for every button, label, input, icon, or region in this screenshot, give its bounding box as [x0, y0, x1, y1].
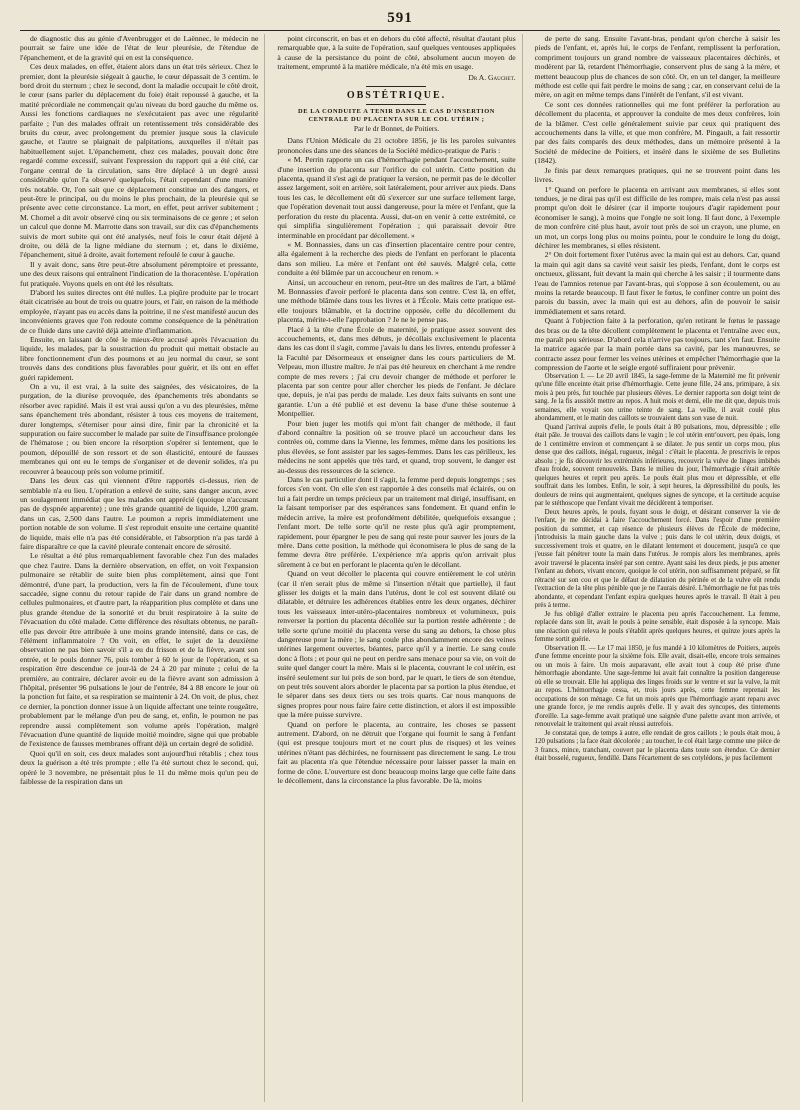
paragraph: Quoi qu'il en soit, ces deux malades sont aujourd'hui rétablis ; chez tous deux la guérison a été très prompte ; elle l'a été surtout chez le second, qui, opéré le 3 novembre, ne présentait plus le 11 du même mois qu'un peu de faiblesse de la respiration dans un	[20, 748, 259, 787]
page-number: 591	[387, 10, 413, 26]
paragraph: Dans l'Union Médicale du 21 octobre 1856, je lis les paroles suivantes prononcées dans une des séances de la Société médico-pratique de Paris :	[277, 136, 516, 155]
author-signature: Dr A. Gauchet.	[468, 72, 516, 82]
paragraph: Quand on perfore le placenta, au contraire, les choses se passent autrement. D'abord, on ne détruit que l'organe qui fournit le sang à l'enfant (qui est presque toujours mort et ne court plus de risques) et les veines utérines n'étant pas déchirées, ne fournissent pas directement le sang. Le trou fait au placenta n'a que l'étendue nécessaire pour laisser passer la main en forme de cône. L'ouverture est donc beaucoup moins large que celle faite dans le décollement, dans la circonstance la plus favorable. De là, moins	[277, 719, 516, 786]
observation-paragraph: Je fus obligé d'aller extraire le placenta peu après l'accouchement. La femme, replacée dans son lit, avait le pouls à peine sensible, était disposée à la syncope. Mais une réaction qui releva le pouls s'établit après quelques heures, et quinze jours après la femme sortit guérie.	[534, 610, 780, 644]
column-3	[535, 34, 780, 1102]
article-byline: Par le dr Bonnet, de Poitiers.	[353, 124, 440, 134]
paragraph: Pour bien juger les motifs qui m'ont fait changer de méthode, il faut d'abord connaître la position où se trouve placé un accoucheur dans les contrées où, comme dans la Vienne, les femmes, même dans les positions les plus élevées, se font assister par les sages-femmes. Dans les cas périlleux, les médecins ne sont appelés que très tard, et quand, trop souvent, le danger est au-dessus des ressources de la science.	[277, 418, 516, 475]
section-rule	[366, 86, 426, 87]
paragraph: de diagnostic dus au génie d'Avenbrugger et de Laënnec, le médecin ne pourrait se faire une idée de l'état de leur pleurésie, de l'étendue de l'épanchement, et de la gravité qui en est la conséquence.	[20, 34, 259, 62]
section-title: OBSTÉTRIQUE.	[346, 89, 447, 101]
paragraph: Quant à l'objection faite à la perforation, qu'en retirant le fœtus le passage des bras ou de la tête décollent complètement le placenta et l'entraîne avec eux, me paraît peu sérieuse. D'abord cela n'arrive pas toujours, tant s'en faut. Ensuite la matrice agacée par la main portée dans sa cavité, par les manœuvres, se contracte assez pour fermer les veines utérines et empêcher l'hémorrhagie que la compression de l'aorte et le seigle ergoté suffiraient pour prévenir.	[534, 316, 780, 373]
paragraph: Le résultat a été plus remarquablement favorable chez l'un des malades que chez l'autre. Dans la dernière observation, en effet, on voit l'expansion pulmonaire se rétablir de suite bien plus complètement, ainsi que l'ont démontré, d'une part, la production, vers la fin de l'écoulement, d'une toux saccadée, signe connu du retour rapide de l'air dans un grand nombre de cellules pulmonaires, et d'autre part, la réapparition plus complète et dans une plus grande étendue de la sonorité et du bruit respiratoire à la suite de l'évacuation du côté malade. Cette différence des résultats obtenus, ne paraît-elle pas devoir être attribuée à une moins grande intensité, dans ce cas, de l'élément inflammatoire ? On voit, en effet, le sujet de la deuxième observation ne pas bien savoir s'il a eu du frisson et de la fièvre, avant son entrée, et le pouls donner 76, puis tomber à 60 le jour de l'opération, et sa respiration être descendue ce jour-là de 24 à 20 par minute ; celui de la première, au contraire, déclarer avoir eu de la fièvre avant son admission à l'hôpital, présenter 96 pulsations le jour de l'entrée, 84 à 88 encore le jour où la ponction fut faite, et sa respiration se maintenir à 24. On voit, de plus, chez ce dernier, la ponction donner issue à un liquide affectant une teinte rougeâtre, probablement par le mélange d'un peu de sang, et, enfin, le poumon ne pas reprendre aussi complètement son volume après l'opération, malgré l'évacuation d'une quantité de liquide moitié moindre, signe qui que probable de l'existence de fausses membranes offrant déjà un certain degré de solidité.	[20, 551, 259, 749]
observation-paragraph: Deux heures après, le pouls, fuyant sous le doigt, et désirant conserver la vie de l'enfant, je me décidai à faire l'accouchement forcé. Dans l'espoir d'une première position du sommet, et cap résence de plusieurs élèves de l'École de médecine, j'introduisis la main gauche dans la vulve ; puis dans le col utérin, deux doigts, et successivement trois et quatre, en le dilatant lentement et doucement, jusqu'à ce que j'eusse fait pénétrer toute la main dans l'utérus. Je rompis alors les membranes, après avoir traversé le placenta inséré par son centre. Ayant saisi les deux pieds, je pus amener l'enfant au dehors, vivant encore, quoique le col utérin, non suffisamment préparé, se fût rétracté sur son cou et que le défaut de dilatation du périnée et de la vulve eût rendu l'extraction de la tête plus pénible que je ne l'aurais désiré. L'hémorrhagie ne fut pas très abondante, et cependant l'enfant expira quelques heures après le travail. Il était à peu près à terme.	[534, 508, 780, 610]
paragraph: Il y avait donc, sans être peut-être absolument péremptoire et pressante, une des deux raisons qui entraînent l'indication de la thoracentèse. L'opération fut pratiquée. Voyons quels en ont été les résultats.	[20, 259, 259, 288]
paragraph: D'abord les suites directes ont été nulles. La piqûre produite par le trocart était cicatrisée au bout de trois ou quatre jours, et l'air, en raison de la méthode employée, n'ayant pas eu accès dans la poitrine, il ne s'est manifesté aucun des inconvénients graves que l'on redoute comme conséquence de la pénétration de ce fluide dans une cavité déjà atteinte d'inflammation.	[20, 287, 259, 335]
paragraph: Ce sont ces données rationnelles qui me font préférer la perforation au décollement du placenta, et approuver la conduite de mes deux confrères, loin de la blâmer. C'est celle généralement suivie par ceux qui pratiquent des accouchements dans la ville, et que mon confrère, M. Pingault, a fait ressortir par des faits comparés des deux méthodes, dans un mémoire présenté à la Société de médecine de Poitiers, et inséré dans le sixième de ses Bulletins (1842).	[534, 99, 780, 166]
section-rule	[366, 104, 426, 105]
paragraph: Je finis par deux remarques pratiques, qui ne se trouvent point dans les livres.	[534, 165, 780, 185]
observation-paragraph: Observation II. — Le 17 mai 1850, je fus mandé à 10 kilomètres de Poitiers, auprès d'une femme enceinte pour la sixième fois. Elle avait, disait-elle, encore trois semaines ou un mois à faire. Un mois auparavant, elle avait tout à coup été prise d'une hémorrhagie abondante. Une sage-femme lui avait fait connaître la position dangereuse où elle se trouvait. Elle lui appliqua des linges froids sur le ventre et sur la vulve, la mit au repos. L'hémorrhagie cessa, et, trois jours après, cette femme reprenait les occupations de son ménage. Ce fut un mois après que l'hémorrhagie ayant reparu avec une grande force, je me rendis auprès d'elle. Il y avait des syncopes, des tintements d'oreille. La sage-femme avait pratiqué une saignée d'une palette avant mon arrivée, et renouvelait le traitement qui avait réussi autrefois.	[534, 644, 780, 729]
paragraph: Ces deux malades, en effet, étaient alors dans un état très sérieux. Chez le premier, dont la pleurésie siégeait à gauche, le cœur dépassait de 3 centim. le bord droit du sternum ; chez le second, dont la maladie occupait le côté droit, le cœur (sans parler du déplacement du foie) était repoussé à gauche, et la matité précordiale ne commençait qu'au niveau du bord gauche du même os. Aussi les fonctions cardiaques ne s'exécutaient pas avec une régularité parfaite ; l'un des malades offrait un retentissement très considérable des bruits du cœur, avec prolongement du premier jusque sous la clavicule gauche, et l'autre se plaignait de palpitations, auxquelles il n'était pas habituellement sujet. L'épanchement, chez ces malades, pouvait donc être regardé comme excessif, suivant l'expression du rapport qui a été cité, car l'organe central de la circulation, sans être déplacé à un degré aussi considérable qu'on l'a observé quelquefois, l'était cependant d'une manière très notable. Or, l'on sait que ce déplacement constitue un des dangers, et peut-être le principal, ou du moins le plus prochain, de la pleurésie qui se présente avec cette circonstance. La mort, en effet, peut arriver subitement ; M. Chomel a dit avoir observé cinq ou six terminaisons de ce genre ; et selon un calcul que donne M. Marrotte dans son travail, sur dix cas d'épanchements suivis de mort subite qui ont été analysés, neuf fois le cœur était déjeté à droite, ou délà de la ligne médiane du sternum ; et, dans le dixième, l'épanchement, situé à droite, avait fortement refoulé le cœur à gauche.	[20, 62, 259, 260]
paragraph: point circonscrit, en bas et en dehors du côté affecté, résultat d'autant plus remarquable que, à la suite de l'opération, sauf quelques ventouses appliquées à cause de la persistance du point de côté, absolument aucun moyen de traitement, emprunté à la matière médicale, n'a été mis en usage.	[277, 34, 516, 72]
observation-paragraph: Quand j'arrivai auprès d'elle, le pouls était à 80 pulsations, mou, dépressible ; elle était pâle. Je trouvai des caillots dans le vagin ; le col utérin entr'ouvert, peu épais, long de 1 centimètre environ et commençant à se dilater. Je pus sentir un corps mou, plus dense que des caillots, inégal, rugueux, inégal : c'était le placenta. Je prescrivis le repos absolu ; je fis découvrir les extrémités inférieures, recouvrir la vulve de linges imbibés d'eau froide, souvent renouvelés. Dans le milieu du jour, l'hémorrhagie s'était arrêtée quelques heures et reprit peu après. Le pouls était plus mou et dépressible, et elle souffrait dans les lombes. Enfin, le soir, à sept heures, la dépressibilité du pouls, les douleurs de reins qui augmentaient, quelques signes de syncope, et la certitude acquise par le stéthoscope que l'enfant vivait me décidèrent à temporiser.	[534, 423, 780, 508]
observation-paragraph: Observation I. — Le 20 avril 1845, la sage-femme de la Maternité me fit prévenir qu'une fille enceinte était prise d'hémorrhagie. Cette jeune fille, 24 ans, primipare, à six mois à peu près, fut touchée par plusieurs élèves. Le dernier rapporta son doigt teint de sang. Je la fis aussitôt mettre au repos. A huit mois et demi, elle me dit que, depuis trois semaines, elle voyait son urine teinte de sang. La veille, il avait coulé plus abondamment, et le matin des caillots se trouvaient dans son vase de nuit.	[534, 372, 780, 423]
paragraph: de perte de sang. Ensuite l'avant-bras, pendant qu'on cherche à saisir les pieds de l'enfant, et, après lui, le corps de l'enfant, remplissent la perforation, compriment toujours un grand nombre de vaisseaux placentaires déchirés, et modèrent par là, retardent l'hémorrhagie, conservent plus de sang à la mère, et mettent beaucoup plus de chances de son côté. Or, en un tel danger, la meilleure méthode est celle qui fait perdre le moins de sang ; car, en conservant celui de la mère, on agit en même temps dans l'intérêt de l'enfant, s'il est vivant.	[534, 34, 780, 100]
paragraph: Quand on veut décoller le placenta qui couvre entièrement le col utérin (car il n'en serait plus de même si l'insertion n'était que partielle), il faut glisser les doigts et la main dans l'utérus, dont le col est souvent dilaté ou dilatable, et détruire les adhérences établies entre les deux organes, déchirer tous les vaisseaux inter-utéro-placentaires nombreux et volumineux, puis renverser la portion du placenta décollée sur la portion restée adhérente ; de telle sorte qu'une moitié du placenta verse du sang au dehors, la chose plus dangereuse pour la mère ; le sang coule plus abondamment encore des veines utérines largement ouvertes, béantes, parce qu'il y a inertie. Le sang coule donc à flots ; et pour qui ne peut en perdre sans menace pour sa vie, on voit de suite quel danger court la mère. Mais si le placenta, couvrant le col utérin, est inséré seulement sur lui près de son bord, par le quart, le tiers de son étendue, on peut très souvent alors aborder le placenta par sa portion la plus étendue, et le séparer dans ses deux tiers ou ses trois quarts. Car nous manquons de signes propres pour nous faire faire cette distinction, et alors il est impossible que la mère puisse survivre.	[277, 569, 516, 720]
column-2	[277, 34, 522, 1102]
observation-paragraph: Je constatai que, de temps à autre, elle rendait de gros caillots ; le pouls était mou, à 120 pulsations ; la face était décolorée ; au toucher, le col était large comme une pièce de 3 francs, mince, tranchant, couvert par le placenta dans toute son étendue. Ce dernier était bosselé, rugueux, fendillé. Dans l'écartement de ses cotylédons, je pus facilement	[534, 729, 780, 763]
paragraph: « M. Bonnassies, dans un cas d'insertion placentaire centre pour centre, alla également à la recherche des pieds de l'enfant en perforant le placenta dans son milieu. La mère et l'enfant ont été sauvés. Malgré cela, cette conduite a été blâmée par un accoucheur en renom. »	[277, 239, 516, 278]
header-rule	[20, 30, 780, 31]
column-1	[20, 34, 265, 1102]
paragraph: « M. Perrin rapporte un cas d'hémorrhagie pendant l'accouchement, suite d'une insertion du placenta sur l'orifice du col utérin. Cette position du placenta, quand il s'est agi de pratiquer la version, ne permit pas de le décoller assez largement, soit en arrière, soit latéralement, pour arriver aux pieds. Dans tous les cas, le décollement eût dû s'exercer sur une surface tellement large, que l'opération devenait tout aussi dangereuse, pour la mère et l'enfant, que la perforation du reste du placenta. Aussi, dut-on en venir à cette extrémité, ce qui simplifia singulièrement l'opération ; qui paraissait devoir être interminable en procédant par décollement. »	[277, 155, 516, 240]
paragraph: 1° Quand on perfore le placenta en arrivant aux membranes, si elles sont tendues, je ne dirai pas qu'il est difficile de les rompre, mais cela n'est pas aussi prompt qu'on doit le désirer (car il importe toujours d'agir rapidement pour économiser le sang), à moins que l'ongle ne soit long. Il faut donc, à l'exemple de mon confrère cité plus haut, avoir tout près de soi un crayon, une plume, en un mot, un corps long plus ou moins pointu, pour le conduire le long du doigt, déchirer les membranes, si elles résistent.	[534, 184, 780, 250]
paragraph: Ainsi, un accoucheur en renom, peut-être un des maîtres de l'art, a blâmé M. Bonnassies d'avoir perforé le placenta dans son centre. C'est là, en effet, une méthode blâmée dans tous les livres et à l'École. Mais cette pratique est-elle toujours blâmable, et la doctrine opposée, celle du décollement du placenta, mérite-t-elle l'approbation ? Je ne le pense pas.	[277, 277, 516, 325]
paragraph: Dans les deux cas qui viennent d'être rapportés ci-dessus, rien de semblable n'a eu lieu. L'opération a enlevé de suite, sans danger aucun, avec un soulagement immédiat que les malades ont apprécié (quoique n'accusant pas de dyspnée apparente) ; une très grande quantité de liquide, 1,200 gram. dans un cas, 2,500 dans l'autre. Le poumon a repris immédiatement une portion notable de son volume. Il s'est reproduit ensuite une certaine quantité de liquide, mais elle n'a pas été considérable, et l'absorption n'a pas tardé à faire disparaître ce que la cavité pleurale contenait encore de sérosité.	[20, 476, 259, 551]
paragraph: 2° On doit fortement fixer l'utérus avec la main qui est au dehors. Car, quand la main qui agit dans sa cavité veut saisir les pieds, l'enfant, dont le corps est onctueux, glissant, fuit devant la main qui cherche à les saisir ; il tourmente dans l'eau de l'amnios retenue par l'avant-bras, qui s'oppose à son écoulement, ou au moins la retarde beaucoup. Il faut fixer le fœtus, le confiner contre un point des parois du bassin, avec la main qui est au dehors, afin de pouvoir le saisir immédiatement et sans retard.	[534, 250, 780, 316]
paragraph: On a vu, il est vrai, à la suite des saignées, des vésicatoires, de la purgation, de la diurèse provoquée, des épanchements très abondants se résorber avec rapidité. Mais il est vrai aussi qu'on a vu des pleurésies, même sans épanchement très abondant, résister à tous ces moyens de traitement, durer longtemps, s'éterniser pour ainsi dire, finir par la chronicité et la suppuration ou faire succomber le malade par suite de l'insuffisance prolongée de l'hématose ; ou bien encore la résorption s'opérer si lentement, que le poumon, dépouillé de son ressort et de son élasticité, entouré de fausses membranes qui ont eu le temps de s'organiser et de devenir solides, n'a pu recouvrer à beaucoup près son volume primitif.	[20, 382, 259, 476]
paragraph: Dans le cas particulier dont il s'agit, la femme perd depuis longtemps ; ses forces s'en vont. On elle s'en est rapportée à des conseils mal éclairés, ou on lui a fait perdre un temps précieux par un traitement mal dirigé, insuffisant, en la faisant temporiser par des espérances sans fondement. Et quand enfin le médecin arrive, la mère est profondément débilitée, quelquefois exsangue ; l'enfant mort. De telle sorte qu'il ne reste plus qu'à agir promptement, rapidement, pour épargner le peu de sang qui reste pour sauver les jours de la mère. Dans cette position, la méthode qui économisera le plus de sang de la femme devra être préférée. L'expérience m'a appris qu'on arrivait plus sûrement à ce but en perforant le placenta qu'en le décollant.	[277, 475, 516, 569]
paragraph: Ensuite, en laissant de côté le mieux-être accusé après l'évacuation du liquide, les malades, par la soustraction du produit qui mettait obstacle au libre fonctionnement d'un des poumons et au jeu normal du cœur, se sont trouvés dans des conditions plus favorables pour guérir, et ils ont en effet guéri rapidement.	[20, 335, 259, 382]
paragraph: Placé à la tête d'une École de maternité, je pratique assez souvent des accouchements, et, dans mes débuts, je décollais exclusivement le placenta dans les cas dont il s'agit, comme j'avais lu dans les livres, entendu professer à la Faculté par Désormeaux et enseigner dans les cours particuliers de M. Velpeau, mon illustre maître. Je n'ai pas été heureux en cherchant à me rendre compte de mes revers ; j'ai cru devoir changer de méthode et perforer le placenta par son centre pour aller chercher les pieds de l'enfant. Je déclare que, depuis, je n'ai pas perdu de malade. Les deux faits suivants en sont une garantie. L'un a été publié et est devenu la base d'une thèse soutenue à Montpellier.	[277, 324, 516, 419]
article-title: DE LA CONDUITE A TENIR DANS LE CAS D'INSERTION CENTRALE DU PLACENTA SUR LE COL UTÉRIN ;	[297, 107, 495, 124]
text-columns	[20, 34, 780, 1102]
